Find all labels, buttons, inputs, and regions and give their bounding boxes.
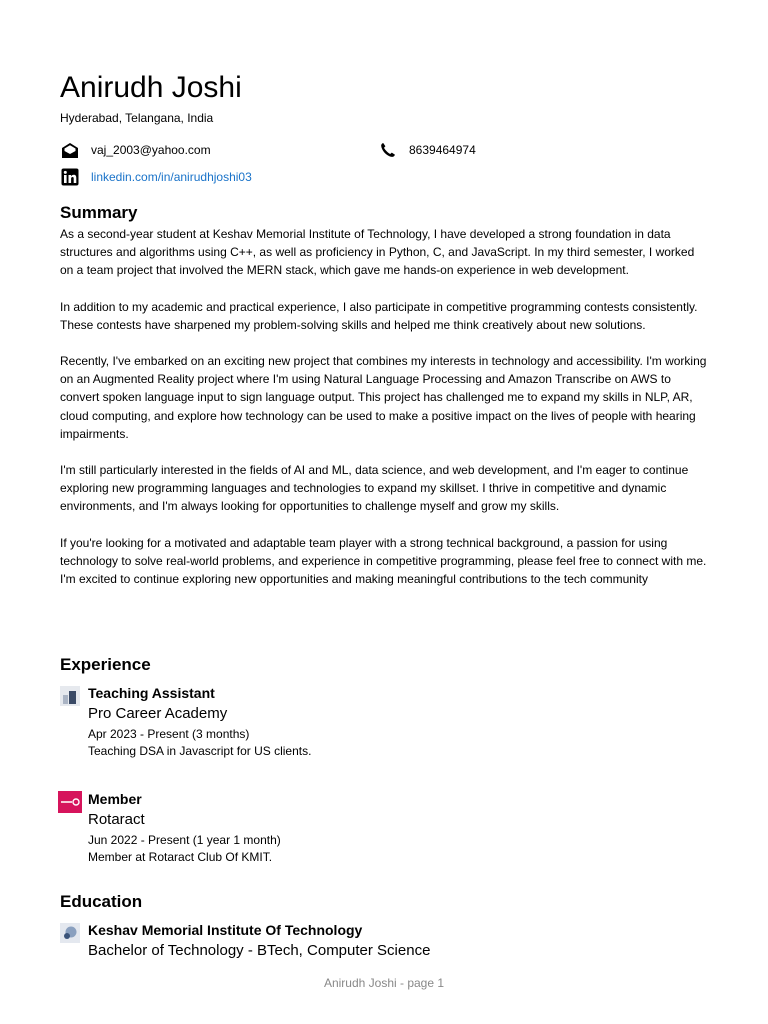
pro-career-academy-logo-icon xyxy=(60,686,80,706)
experience-description: Teaching DSA in Javascript for US clients. xyxy=(88,744,312,758)
linkedin-link[interactable]: linkedin.com/in/anirudhjoshi03 xyxy=(91,170,252,184)
page-footer: Anirudh Joshi - page 1 xyxy=(323,976,445,990)
experience-dates: Jun 2022 - Present (1 year 1 month) xyxy=(88,833,281,847)
summary-heading: Summary xyxy=(60,203,138,222)
candidate-name: Anirudh Joshi xyxy=(60,71,242,104)
education-heading: Education xyxy=(60,892,143,911)
summary-paragraph: If you're looking for a motivated and adaptable team player with a strong technical background, a passion for using technology to solve real-world problems, and experience in competitive programming, please feel free to connect with me. I'm excited to continue exploring new opportunities and making meaningful contributions to the tech community xyxy=(60,535,707,587)
summary-section xyxy=(60,225,710,606)
email-text[interactable]: vaj_2003@yahoo.com xyxy=(91,143,211,157)
kmit-logo-icon xyxy=(60,923,80,943)
experience-description: Member at Rotaract Club Of KMIT. xyxy=(88,850,273,864)
phone-icon xyxy=(378,141,398,159)
envelope-icon xyxy=(60,141,80,159)
email-contact xyxy=(60,141,211,159)
summary-paragraph: In addition to my academic and practical experience, I also participate in competitive programming contests consistently. These contests have sharpened my problem-solving skills and helped me think creatively about new solutions. xyxy=(60,299,698,332)
rotaract-logo-icon xyxy=(58,791,82,813)
experience-title: Member xyxy=(88,791,142,807)
experience-dates: Apr 2023 - Present (3 months) xyxy=(88,727,250,741)
education-degree: Bachelor of Technology - BTech, Computer Science xyxy=(88,942,431,959)
experience-title: Teaching Assistant xyxy=(88,685,215,701)
summary-paragraph: I'm still particularly interested in the fields of AI and ML, data science, and web development, and I'm eager to continue exploring new programming languages and technologies to expand my skillset. I thrive in competitive and dynamic environments, and I'm always looking for opportunities to challenge myself and grow my skills. xyxy=(60,463,689,514)
experience-company: Rotaract xyxy=(88,811,145,828)
phone-contact xyxy=(378,141,476,159)
linkedin-contact xyxy=(60,168,252,186)
candidate-location: Hyderabad, Telangana, India xyxy=(60,111,214,125)
summary-paragraph: Recently, I've embarked on an exciting new project that combines my interests in technology and accessibility. I'm working on an Augmented Reality project where I'm using Natural Language Processing and Amazon Transcribe on AWS to convert spoken language input to sign language output. This project has challenged me to expand my skills in NLP, AR, cloud computing, and explore how technology can be used to make a positive impact on the lives of people with hearing impairments. xyxy=(60,354,707,441)
linkedin-icon xyxy=(60,168,80,186)
summary-paragraph: As a second-year student at Keshav Memorial Institute of Technology, I have developed a strong foundation in data structures and algorithms using C++, as well as proficiency in Python, C, and JavaScript. In my third semester, I worked on a team project that involved the MERN stack, which gave me hands-on experience in web development. xyxy=(60,227,695,278)
experience-heading: Experience xyxy=(60,655,151,674)
experience-company: Pro Career Academy xyxy=(88,705,228,722)
phone-text[interactable]: 8639464974 xyxy=(409,143,476,157)
education-school: Keshav Memorial Institute Of Technology xyxy=(88,922,363,938)
